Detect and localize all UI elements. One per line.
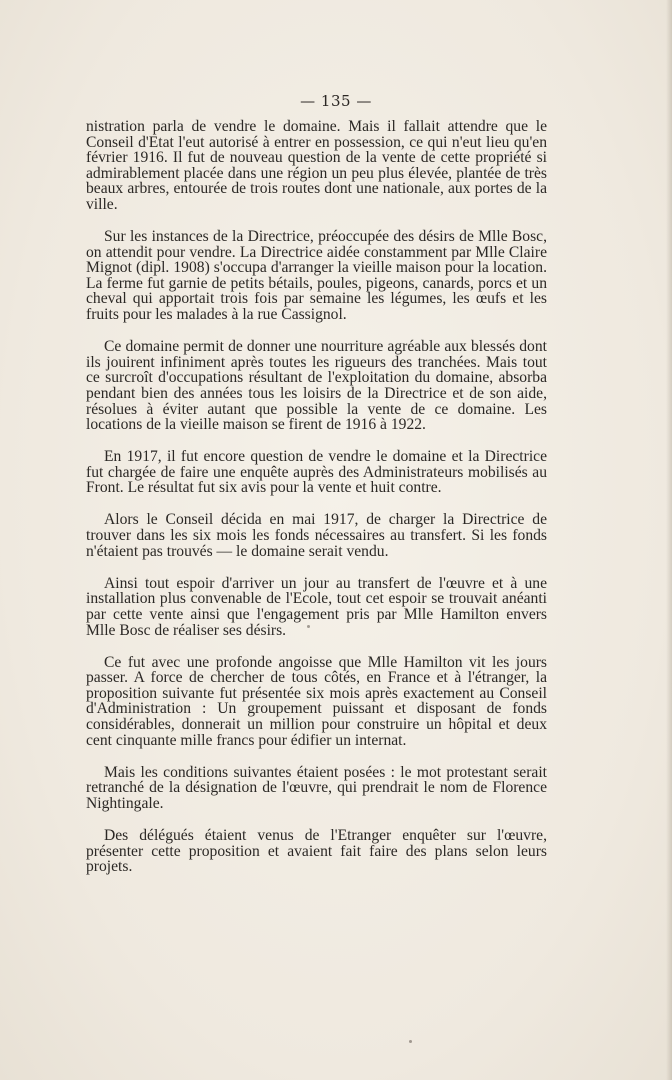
paragraph-4: En 1917, il fut encore question de vendre le domaine et la Directrice fut chargée de faire une enquête auprès des Administrateurs mobilisés au Front. Le résultat fut six avis pour la vente et huit contre. [86, 448, 547, 497]
body-text [86, 119, 547, 875]
paragraph-9: Des délégués étaient venus de l'Etranger enquêter sur l'œuvre, présenter cette proposition et avaient fait faire des plans selon leurs projets. [86, 826, 547, 876]
paper-speck [307, 625, 310, 628]
paragraph-5: Alors le Conseil décida en mai 1917, de charger la Directrice de trouver dans les six mois les fonds nécessaires au transfert. Si les fonds n'étaient pas trouvés — le domaine serait vendu. [86, 511, 547, 560]
page-number: — 135 — [300, 92, 372, 110]
paragraph-7: Ce fut avec une profonde angoisse que Mlle Hamilton vit les jours passer. A force de chercher de tous côtés, en France et à l'étranger, la proposition suivante fut présentée six mois après exactement au Conseil d'Administration : Un groupement puissant et disposant de fonds considérables, donnerait un million pour construire un hôpital et deux cent cinquante mille francs pour édifier un internat. [86, 653, 547, 749]
paragraph-1: nistration parla de vendre le domaine. Mais il fallait attendre que le Conseil d'Etat l'eut autorisé à entrer en possession, ce qui n'eut lieu qu'en février 1916. Il fut de nouveau question de la vente de cette propriété si admirablement placée dans une région un peu plus élevée, plantée de très beaux arbres, entourée de trois routes dont une nationale, aux portes de la ville. [86, 118, 547, 213]
paragraph-3: Ce domaine permit de donner une nourriture agréable aux blessés dont ils jouirent infiniment après toutes les rigueurs des tranchées. Mais tout ce surcroît d'occupations résultant de l'exploitation du domaine, absorba pendant bien des années tous les loisirs de la Directrice et de son aide, résolues à éviter autant que possible la vente de ce domaine. Les locations de la vieille maison se firent de 1916 à 1922. [86, 338, 547, 434]
paragraph-8: Mais les conditions suivantes étaient posées : le mot protestant serait retranché de la désignation de l'œuvre, qui prendrait le nom de Florence Nightingale. [86, 763, 547, 812]
paper-speck [409, 1040, 412, 1043]
paragraph-6: Ainsi tout espoir d'arriver un jour au transfert de l'œuvre et à une installation plus convenable de l'Ecole, tout cet espoir se trouvait anéanti par cette vente ainsi que l'engagement pris par Mlle Hamilton envers Mlle Bosc de réaliser ses désirs. [86, 574, 547, 639]
page-edge-shadow [666, 0, 672, 1080]
paragraph-2: Sur les instances de la Directrice, préoccupée des désirs de Mlle Bosc, on attendit pour vendre. La Directrice aidée constamment par Mlle Claire Mignot (dipl. 1908) s'occupa d'arranger la vieille maison pour la location. La ferme fut garnie de petits bétails, poules, pigeons, canards, porcs et un cheval qui apportait trois fois par semaine les légumes, les œufs et les fruits pour les malades à la rue Cassignol. [86, 228, 547, 324]
